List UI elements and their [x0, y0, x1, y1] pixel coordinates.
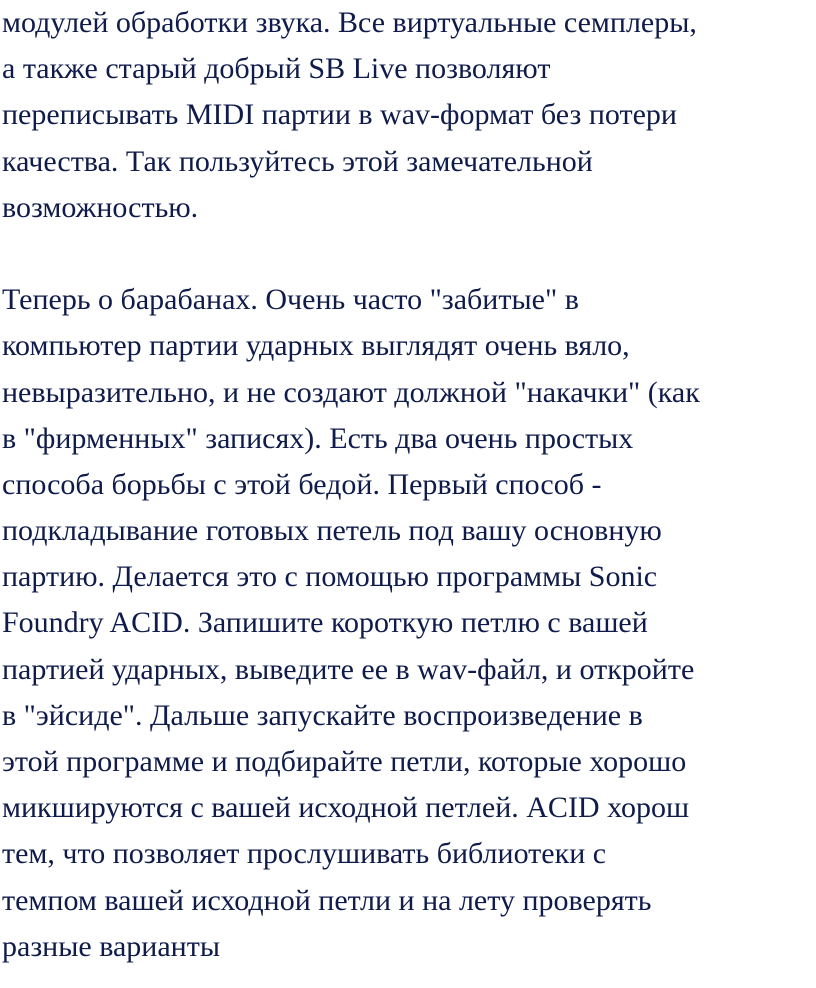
text-line: качества. Так пользуйтесь этой замечательной: [2, 144, 593, 178]
document-page: [2, 0, 814, 970]
text-line: разные варианты: [2, 929, 220, 963]
paragraph-spacer: [2, 231, 814, 277]
paragraph-drums: [2, 277, 814, 970]
text-line: подкладывание готовых петель под вашу основную: [2, 514, 662, 548]
text-line: тем, что позволяет прослушивать библиотеки с: [2, 837, 607, 871]
text-line: Foundry ACID. Запишите короткую петлю с вашей: [2, 606, 648, 640]
text-line: в "фирменных" записях). Есть два очень простых: [2, 421, 634, 455]
text-line: партией ударных, выведите ее в wav-файл, и откройте: [2, 652, 695, 686]
text-line: модулей обработки звука. Все виртуальные семплеры,: [2, 6, 697, 39]
paragraph-samplers: [2, 0, 814, 231]
text-line: партию. Делается это с помощью программы Sonic: [2, 560, 658, 594]
text-line: способа борьбы с этой бедой. Первый способ -: [2, 467, 602, 501]
text-line: невыразительно, и не создают должной "накачки" (как: [2, 375, 700, 409]
text-line: переписывать MIDI партии в wav-формат без потери: [2, 98, 677, 132]
text-line: компьютер партии ударных выглядят очень вяло,: [2, 329, 630, 363]
text-line: микшируются с вашей исходной петлей. ACID хорош: [2, 791, 690, 825]
text-line: возможностью.: [2, 190, 199, 224]
text-line: а также старый добрый SB Live позволяют: [2, 52, 551, 86]
text-line: в "эйсиде". Дальше запускайте воспроизведение в: [2, 698, 643, 732]
text-line: этой программе и подбирайте петли, которые хорошо: [2, 745, 687, 778]
text-line: темпом вашей исходной петли и на лету проверять: [2, 883, 652, 917]
text-line: Теперь о барабанах. Очень часто "забитые" в: [2, 283, 579, 317]
